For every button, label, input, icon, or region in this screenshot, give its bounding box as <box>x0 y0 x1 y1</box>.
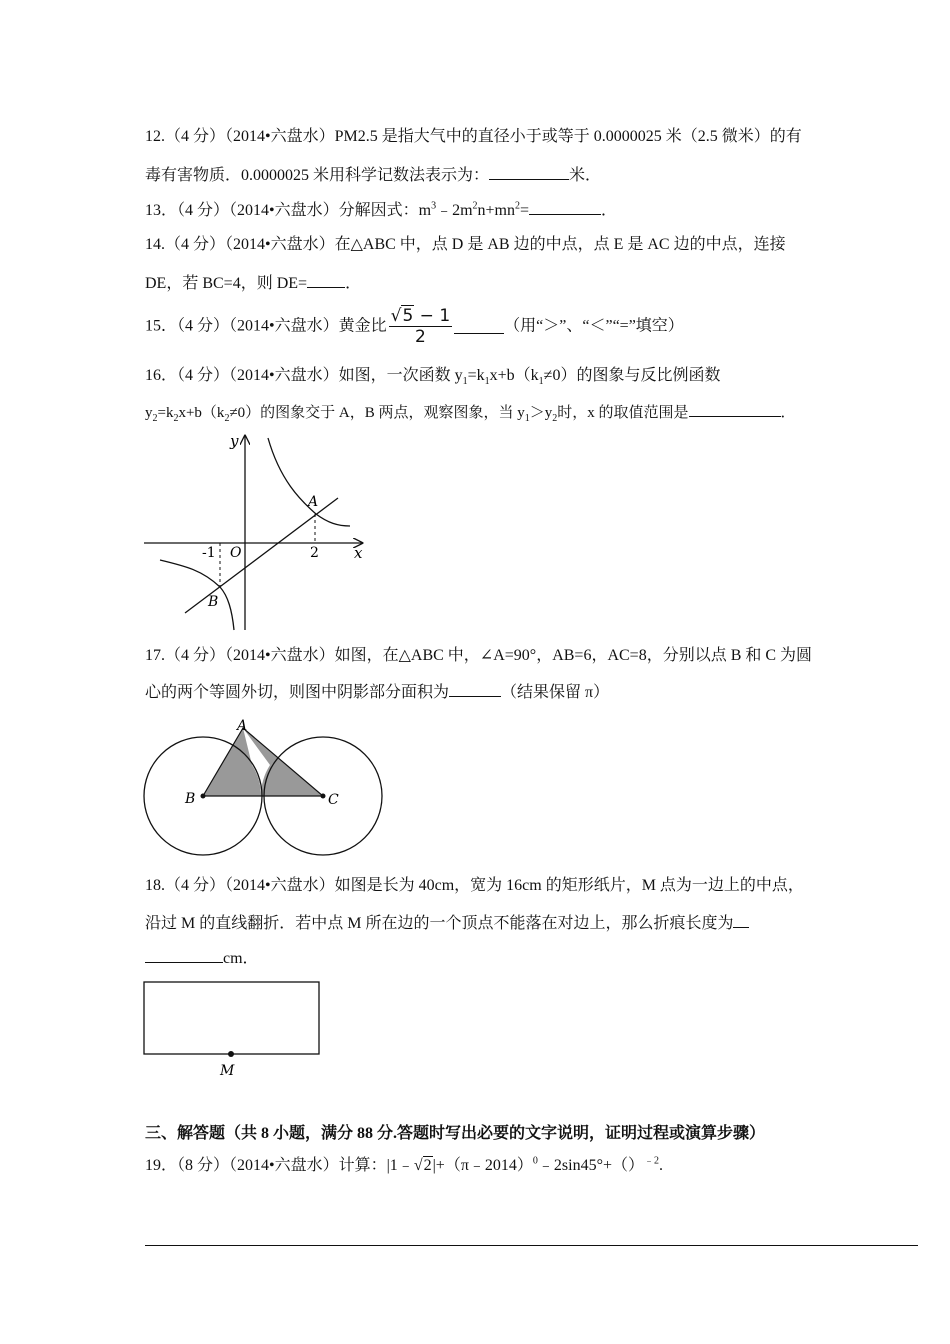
q16-sub: 2 <box>173 413 179 424</box>
q17-line2 <box>145 682 609 703</box>
q17-circles-figure <box>140 718 390 860</box>
q16-sub: 2 <box>552 413 558 424</box>
q19-text: . <box>659 1157 664 1174</box>
q19-text: ﹣2sin45°+（） <box>537 1157 645 1174</box>
q16-sub: 2 <box>224 413 230 424</box>
q13-exp: 2 <box>514 200 520 212</box>
q16-function-graph <box>140 430 380 635</box>
answer-blank[interactable] <box>689 402 781 417</box>
q14-line2 <box>145 273 361 294</box>
q16-text: ≠0）的图象交于 A，B 两点，观察图象，当 y <box>229 405 525 421</box>
q18-line1: 18.（4 分）（2014•六盘水）如图是长为 40cm，宽为 16cm 的矩形纸片，M 点为一边上的中点， <box>145 877 804 894</box>
q16-text: x+b（k <box>489 367 539 384</box>
page-footer-rule <box>145 1245 918 1246</box>
q18-text: 沿过 M 的直线翻折．若中点 M 所在边的一个顶点不能落在对边上，那么折痕长度为 <box>145 915 734 932</box>
tick-label-2: 2 <box>310 545 319 561</box>
q16-text: ＞y <box>529 405 553 421</box>
origin-label: O <box>230 545 242 561</box>
q16-text: 时，x 的取值范围是 <box>557 405 689 421</box>
point-a-label: A <box>308 494 319 510</box>
sqrt-radicand: 5 <box>402 306 414 326</box>
fraction-denominator: 2 <box>414 327 426 347</box>
q15-line <box>145 306 684 347</box>
q17-text: 心的两个等圆外切，则图中阴影部分面积为 <box>145 684 450 701</box>
q16-sub: 1 <box>524 413 530 424</box>
q13-exp: 3 <box>431 200 437 212</box>
q13-line <box>145 200 617 221</box>
q16-text: 16．（4 分）（2014•六盘水）如图，一次函数 y <box>145 367 463 384</box>
answer-blank[interactable] <box>449 682 501 697</box>
q12-line1: 12.（4 分）（2014•六盘水）PM2.5 是指大气中的直径小于或等于 0.0000025 米（2.5 微米）的有 <box>145 128 802 145</box>
q12-line2 <box>145 165 601 186</box>
q16-text: y <box>145 405 153 421</box>
q18-rectangle-figure <box>140 978 330 1083</box>
q16-text: x+b（k <box>178 405 225 421</box>
point-b <box>201 794 206 799</box>
q16-text: ． <box>780 405 796 421</box>
answer-blank[interactable] <box>733 913 749 928</box>
q19-line <box>145 1156 663 1176</box>
x-axis-label: x <box>354 544 363 562</box>
q18-line2 <box>145 913 749 934</box>
q15-text: 15．（4 分）（2014•六盘水）黄金比 <box>145 317 387 335</box>
point-c-label: C <box>328 792 339 808</box>
tick-label-neg1: -1 <box>202 545 216 561</box>
q18-line3 <box>145 948 259 969</box>
point-m <box>228 1051 234 1057</box>
point-b-label: B <box>208 594 219 610</box>
q16-text: =k <box>467 367 485 384</box>
q13-text: ． <box>601 202 618 219</box>
q13-text: ﹣2m <box>436 202 473 219</box>
q16-sub: 1 <box>462 376 468 388</box>
q14-text: DE，若 BC=4，则 DE= <box>145 275 308 292</box>
q19-text: |+（π﹣2014） <box>432 1157 533 1174</box>
rectangle-paper <box>144 982 319 1054</box>
point-b-label: B <box>185 791 196 807</box>
section-title: 三、解答题（共 8 小题，满分 88 分.答题时写出必要的文字说明，证明过程或演算步骤） <box>145 1125 766 1142</box>
q16-line2 <box>145 402 796 423</box>
hyperbola-upper-branch <box>268 438 350 526</box>
q13-text: n+mn <box>477 202 515 219</box>
answer-blank[interactable] <box>307 273 345 288</box>
numerator-rest: − 1 <box>414 306 451 326</box>
answer-blank[interactable] <box>489 165 569 180</box>
q13-exp: 2 <box>472 200 478 212</box>
q13-text: 13．（4 分）（2014•六盘水）分解因式：m <box>145 202 432 219</box>
q19-text: 19．（8 分）（2014•六盘水）计算：|1﹣ <box>145 1157 414 1174</box>
sqrt-sign: √ <box>413 1157 423 1174</box>
q12-line2-text: 毒有害物质．0.0000025 米用科学记数法表示为： <box>145 167 490 184</box>
q14-text: ． <box>345 275 362 292</box>
hyperbola-lower-branch <box>160 560 234 630</box>
q15-text: （用“＞”、“＜”“=”填空） <box>504 317 684 335</box>
q16-line1 <box>145 366 720 386</box>
y-axis-label: y <box>230 432 239 450</box>
q14-line1: 14.（4 分）（2014•六盘水）在△ABC 中，点 D 是 AB 边的中点，点 E 是 AC 边的中点，连接 <box>145 236 786 253</box>
answer-blank[interactable] <box>145 948 223 963</box>
fraction-numerator: √5 − 1 <box>390 306 451 326</box>
point-c <box>321 794 326 799</box>
answer-blank[interactable] <box>529 200 601 215</box>
q19-exp: ﹣2 <box>644 1155 660 1167</box>
q16-sub: 2 <box>152 413 158 424</box>
q18-text: cm． <box>223 950 259 967</box>
q13-text: = <box>519 202 530 219</box>
point-m-label: M <box>220 1063 235 1079</box>
q16-sub: 1 <box>484 376 490 388</box>
q17-line1: 17.（4 分）（2014•六盘水）如图，在△ABC 中，∠A=90°，AB=6，AC=8，分别以点 B 和 C 为圆 <box>145 647 813 664</box>
point-a-label: A <box>237 718 248 734</box>
q16-text: =k <box>157 405 174 421</box>
q17-text: （结果保留 π） <box>501 684 610 701</box>
answer-blank[interactable] <box>454 319 504 334</box>
q12-line2-end: 米． <box>569 167 602 184</box>
q16-sub: 1 <box>538 376 544 388</box>
q16-text: ≠0）的图象与反比例函数 <box>543 367 721 384</box>
sqrt-radicand: 2 <box>423 1157 432 1174</box>
golden-ratio-fraction <box>389 306 453 347</box>
q19-exp: 0 <box>532 1155 538 1167</box>
